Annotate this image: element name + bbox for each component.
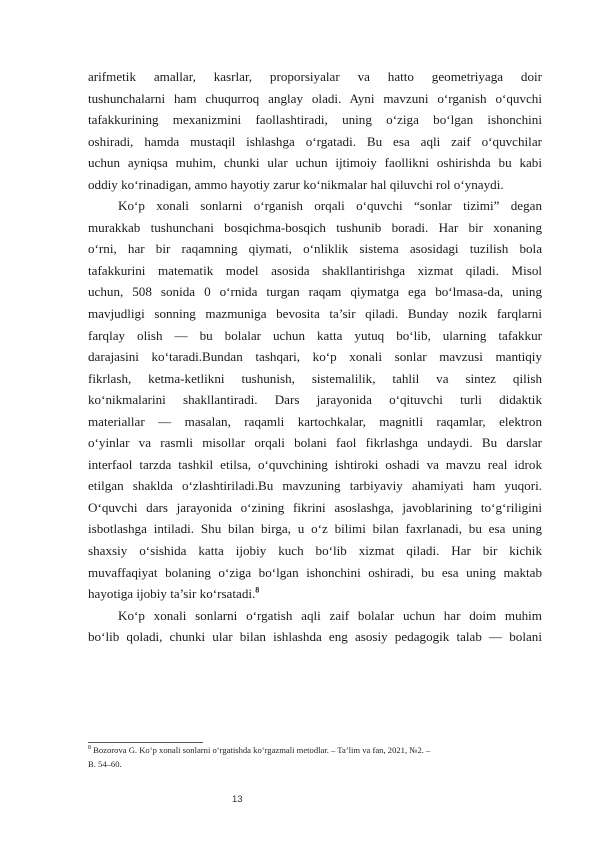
- footnote-text: Bozorova G. Ko‘p xonali sonlarni o‘rgatishda ko‘rgazmali metodlar. – Ta’lim va fan, 2021, №2. –: [93, 745, 431, 755]
- text-line: ko‘nikmalarini shakllantiradi. Dars jarayonida o‘qituvchi turli didaktik: [88, 392, 542, 408]
- text-line: oshiradi, hamda mustaqil ishlashga o‘rgatadi. Bu esa aqli zaif o‘quvchilar: [88, 133, 542, 149]
- text-line: oddiy ko‘rinadigan, ammo hayotiy zarur ko‘nikmalar hal qiluvchi rol o‘ynaydi.: [88, 176, 504, 192]
- document-body: [88, 66, 542, 648]
- text-segment: hayotiga ijobiy ta’sir ko‘rsatadi.: [88, 586, 256, 602]
- text-line: uchun ayniqsa muhim, chunki ular uchun ijtimoiy faollikni oshirishda bu kabi: [88, 155, 542, 171]
- paragraph-start-line: Ko‘p xonali sonlarni o‘rganish orqali o‘quvchi “sonlar tizimi” degan: [118, 198, 542, 214]
- text-line: uchun, 508 sonida 0 o‘rnida turgan raqam qiymatga ega bo‘lmasa-da, uning: [88, 284, 542, 300]
- text-line: fikrlash, ketma-ketlikni tushunish, sistemalilik, tahlil va sintez qilish: [88, 370, 542, 386]
- text-line: o‘yinlar va rasmli misollar orqali bolani faol fikrlashga undaydi. Bu darslar: [88, 435, 542, 451]
- text-line: darajasini ko‘taradi.Bundan tashqari, ko‘p xonali sonlar mavzusi mantiqiy: [88, 349, 542, 365]
- paragraph-start-line: Ko‘p xonali sonlarni o‘rgatish aqli zaif bolalar uchun har doim muhim: [118, 607, 542, 623]
- text-line: isbotlashga intiladi. Shu bilan birga, u o‘z bilimi bilan faxrlanadi, bu esa uning: [88, 521, 542, 537]
- footnote-reference[interactable]: 8: [255, 585, 260, 595]
- text-line: murakkab tushunchani bosqichma-bosqich tushunib boradi. Har bir xonaning: [88, 219, 542, 235]
- text-line: etilgan shaklda o‘zlashtiriladi.Bu mavzuning tarbiyaviy ahamiyati ham yuqori.: [88, 478, 542, 494]
- footnote-line-continued: B. 54–60.: [88, 758, 122, 769]
- text-line: tushunchalarni ham chuqurroq anglay oladi. Ayni mavzuni o‘rganish o‘quvchi: [88, 90, 542, 106]
- text-line: tafakkurining mexanizmini faollashtiradi, uning o‘ziga bo‘lgan ishonchini: [88, 112, 542, 128]
- text-line: farqlay olish — bu bolalar uchun katta yutuq bo‘lib, ularning tafakkur: [88, 327, 542, 343]
- text-line: bo‘lib qoladi, chunki ular bilan ishlashda eng asosiy pedagogik talab — bolani: [88, 629, 542, 645]
- footnote-separator: [88, 742, 203, 743]
- text-line: interfaol tarzda tashkil etilsa, o‘quvchining ishtiroki oshadi va mavzu real idrok: [88, 456, 542, 472]
- page-number: 13: [232, 794, 243, 805]
- footnote-marker: 8: [88, 745, 91, 752]
- text-line: arifmetik amallar, kasrlar, proporsiyalar va hatto geometriyaga doir: [88, 69, 542, 84]
- footnote: [88, 744, 542, 771]
- text-line: materiallar — masalan, raqamli kartochkalar, magnitli raqamlar, elektron: [88, 413, 542, 429]
- text-line: O‘quvchi dars jarayonida o‘zining fikrini asoslashga, javoblarining to‘g‘riligini: [88, 499, 542, 515]
- text-line: muvaffaqiyat bolaning o‘ziga bo‘lgan ishonchini oshiradi, bu esa uning maktab: [88, 564, 542, 580]
- text-line: o‘rni, har bir raqamning qiymati, o‘nliklik sistema asosidagi tuzilish bola: [88, 241, 542, 257]
- text-line: mavjudligi sonning mazmuniga bevosita ta’sir qiladi. Bunday nozik farqlarni: [88, 306, 542, 322]
- text-line: tafakkurini matematik model asosida shakllantirishga xizmat qiladi. Misol: [88, 262, 542, 278]
- text-line: shaxsiy o‘sishida katta ijobiy kuch bo‘lib xizmat qiladi. Har bir kichik: [88, 543, 542, 559]
- footnote-line: [88, 744, 542, 758]
- text-line-with-footnote: [88, 583, 542, 605]
